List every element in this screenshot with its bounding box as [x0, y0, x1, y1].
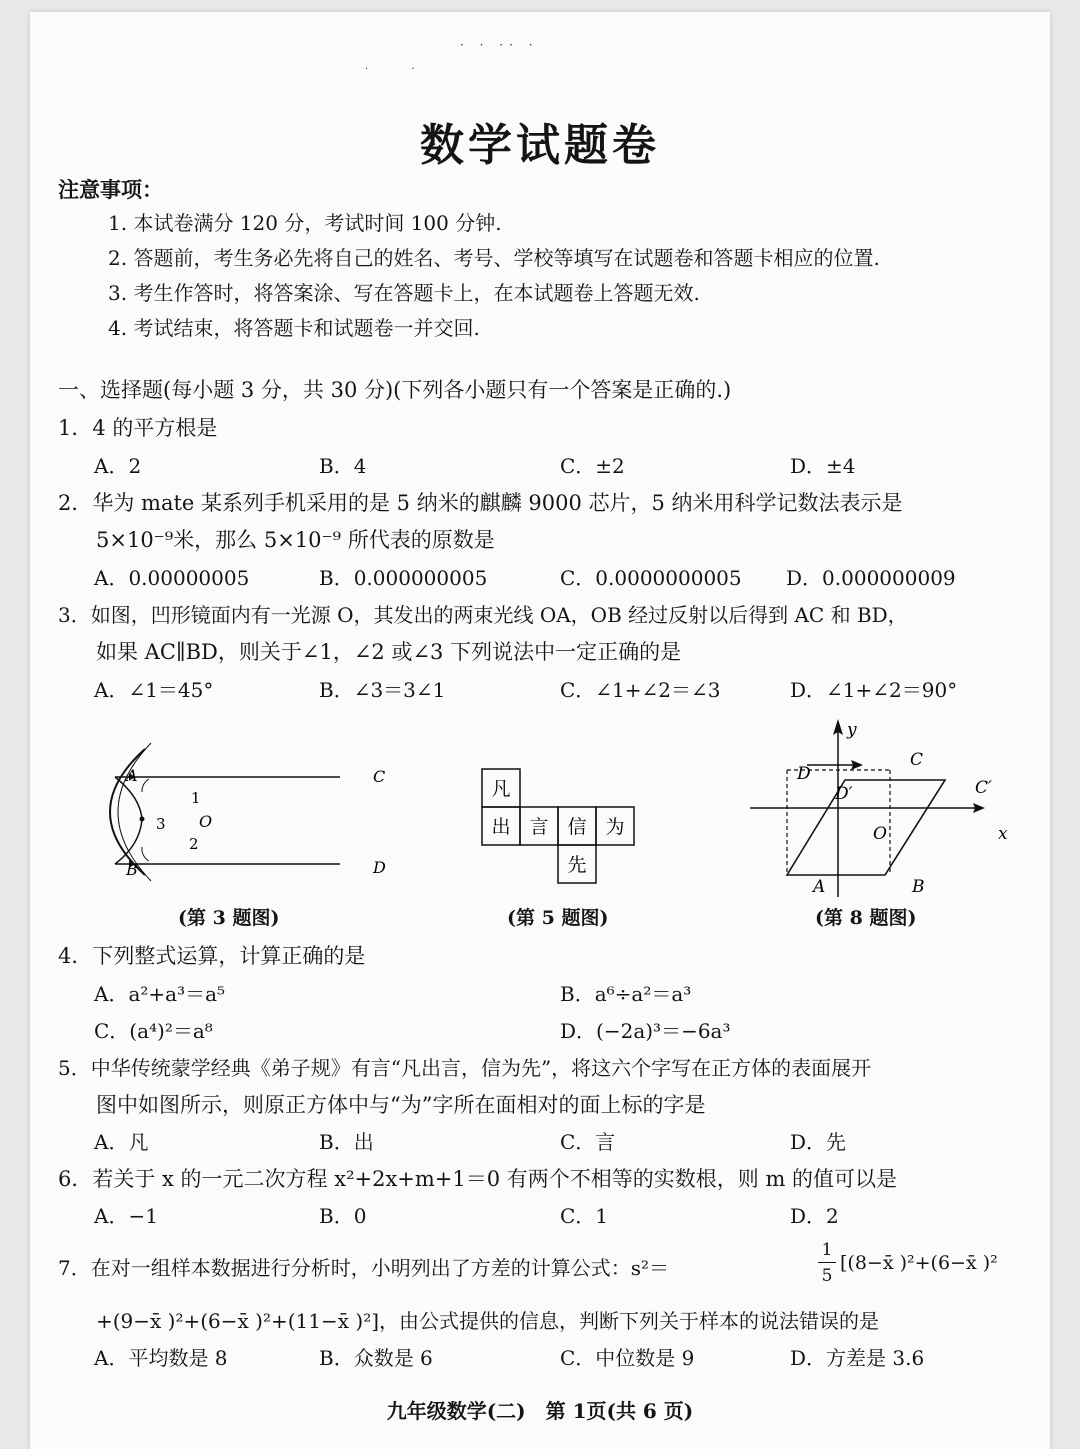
option-b: B．4	[319, 454, 367, 478]
option-b: B．众数是 6	[319, 1346, 433, 1370]
option-a: A．2	[94, 454, 142, 478]
figure-5-caption: (第 5 题图)	[507, 907, 609, 929]
point-d-label: D	[797, 764, 811, 784]
label-a: A	[126, 766, 138, 785]
question-stem: 4．下列整式运算，计算正确的是	[58, 944, 366, 968]
option-c: C．中位数是 9	[560, 1346, 695, 1370]
option-a: A．−1	[94, 1204, 158, 1228]
net-cell: 凡	[491, 778, 511, 800]
figure-3-diagram	[85, 737, 386, 887]
option-d: D．先	[790, 1130, 847, 1154]
question-stem-cont: 图中如图所示，则原正方体中与“为”字所在面相对的面上标的字是	[96, 1093, 706, 1117]
point-a-label: A	[813, 877, 826, 897]
notice-item: 3. 考生作答时，将答案涂、写在答题卡上，在本试题卷上答题无效.	[108, 281, 700, 305]
fraction-bar	[818, 1262, 836, 1263]
figure-5-net	[480, 767, 640, 897]
question-stem: 7．在对一组样本数据进行分析时，小明列出了方差的计算公式：s²＝	[58, 1256, 670, 1280]
option-d: D．∠1+∠2＝90°	[790, 678, 958, 702]
option-d: D．0.000000009	[786, 566, 956, 590]
origin-label: O	[873, 824, 887, 844]
option-c: C．(a⁴)²＝a⁸	[94, 1019, 213, 1043]
question-stem-cont: 5×10⁻⁹米，那么 5×10⁻⁹ 所代表的原数是	[96, 528, 495, 552]
option-b: B．出	[319, 1130, 374, 1154]
option-d: D．方差是 3.6	[790, 1346, 925, 1370]
point-c-prime-label: C′	[975, 778, 992, 798]
option-b: B．0.000000005	[319, 566, 488, 590]
option-a: A．凡	[94, 1130, 149, 1154]
page-footer: 九年级数学(二) 第 1页(共 6 页)	[386, 1399, 694, 1423]
option-a: A．平均数是 8	[94, 1346, 228, 1370]
question-stem: 2．华为 mate 某系列手机采用的是 5 纳米的麒麟 9000 芯片，5 纳米用科学记数法表示是	[58, 491, 903, 515]
formula-tail: [(8−x̄ )²+(6−x̄ )²	[840, 1252, 998, 1274]
axis-y-label: y	[847, 720, 857, 740]
notice-item: 1. 本试卷满分 120 分，考试时间 100 分钟.	[108, 211, 502, 235]
section-heading: 一、选择题(每小题 3 分，共 30 分)(下列各小题只有一个答案是正确的.)	[58, 378, 732, 402]
page-title: 数学试题卷	[420, 120, 660, 171]
net-cell: 信	[567, 816, 587, 838]
fraction-numerator: 1	[821, 1240, 833, 1260]
header-mark: · · ·· ·	[460, 38, 539, 52]
question-stem-cont: 如果 AC∥BD，则关于∠1，∠2 或∠3 下列说法中一定正确的是	[96, 640, 682, 664]
label-c: C	[373, 767, 386, 786]
question-stem: 1．4 的平方根是	[58, 416, 218, 440]
option-c: C．±2	[560, 454, 625, 478]
question-stem: 5．中华传统蒙学经典《弟子规》有言“凡出言，信为先”，将这六个字写在正方体的表面展开	[58, 1056, 872, 1080]
option-b: B．∠3＝3∠1	[319, 678, 446, 702]
label-o: O	[199, 812, 213, 831]
option-c: C．1	[560, 1204, 609, 1228]
notice-item: 2. 答题前，考生务必先将自己的姓名、考号、学校等填写在试题卷和答题卡相应的位置.	[108, 246, 880, 270]
option-d: D．(−2a)³＝−6a³	[560, 1019, 731, 1043]
option-a: A．0.00000005	[94, 566, 250, 590]
notice-heading: 注意事项：	[58, 177, 163, 202]
notice-item: 4. 考试结束，将答题卡和试题卷一并交回.	[108, 316, 480, 340]
option-d: D．±4	[790, 454, 856, 478]
net-cell: 先	[567, 854, 587, 876]
question-stem-cont: +(9−x̄ )²+(6−x̄ )²+(11−x̄ )²]，由公式提供的信息，判断下列关于样本的说法错误的是	[96, 1309, 880, 1333]
label-angle-2: 2	[189, 835, 199, 853]
header-mark: · ·	[365, 64, 435, 75]
figure-3-caption: (第 3 题图)	[178, 907, 280, 929]
axis-x-label: x	[998, 824, 1008, 844]
option-a: A．∠1＝45°	[94, 678, 214, 702]
label-angle-3: 3	[156, 815, 166, 833]
label-angle-1: 1	[191, 789, 201, 807]
point-b-label: B	[912, 877, 925, 897]
option-b: B．a⁶÷a²＝a³	[560, 982, 692, 1006]
label-b: B	[126, 860, 138, 879]
option-c: C．∠1+∠2＝∠3	[560, 678, 721, 702]
question-stem: 3．如图，凹形镜面内有一光源 O，其发出的两束光线 OA，OB 经过反射以后得到 AC 和 BD，	[58, 603, 908, 627]
net-cell: 言	[529, 816, 549, 838]
figure-8-diagram	[745, 707, 1010, 902]
fraction-denominator: 5	[821, 1266, 833, 1286]
point-c-label: C	[910, 750, 924, 770]
option-a: A．a²+a³＝a⁵	[94, 982, 226, 1006]
option-b: B．0	[319, 1204, 367, 1228]
question-stem: 6．若关于 x 的一元二次方程 x²+2x+m+1＝0 有两个不相等的实数根，则 m 的值可以是	[58, 1167, 898, 1191]
net-cell: 为	[605, 816, 625, 838]
figure-8-caption: (第 8 题图)	[815, 907, 917, 929]
label-d: D	[373, 858, 386, 877]
net-cell: 出	[491, 816, 511, 838]
option-d: D．2	[790, 1204, 839, 1228]
point-d-prime-label: D′	[835, 784, 853, 804]
exam-page	[30, 12, 1050, 1449]
option-c: C．0.0000000005	[560, 566, 742, 590]
option-c: C．言	[560, 1130, 616, 1154]
